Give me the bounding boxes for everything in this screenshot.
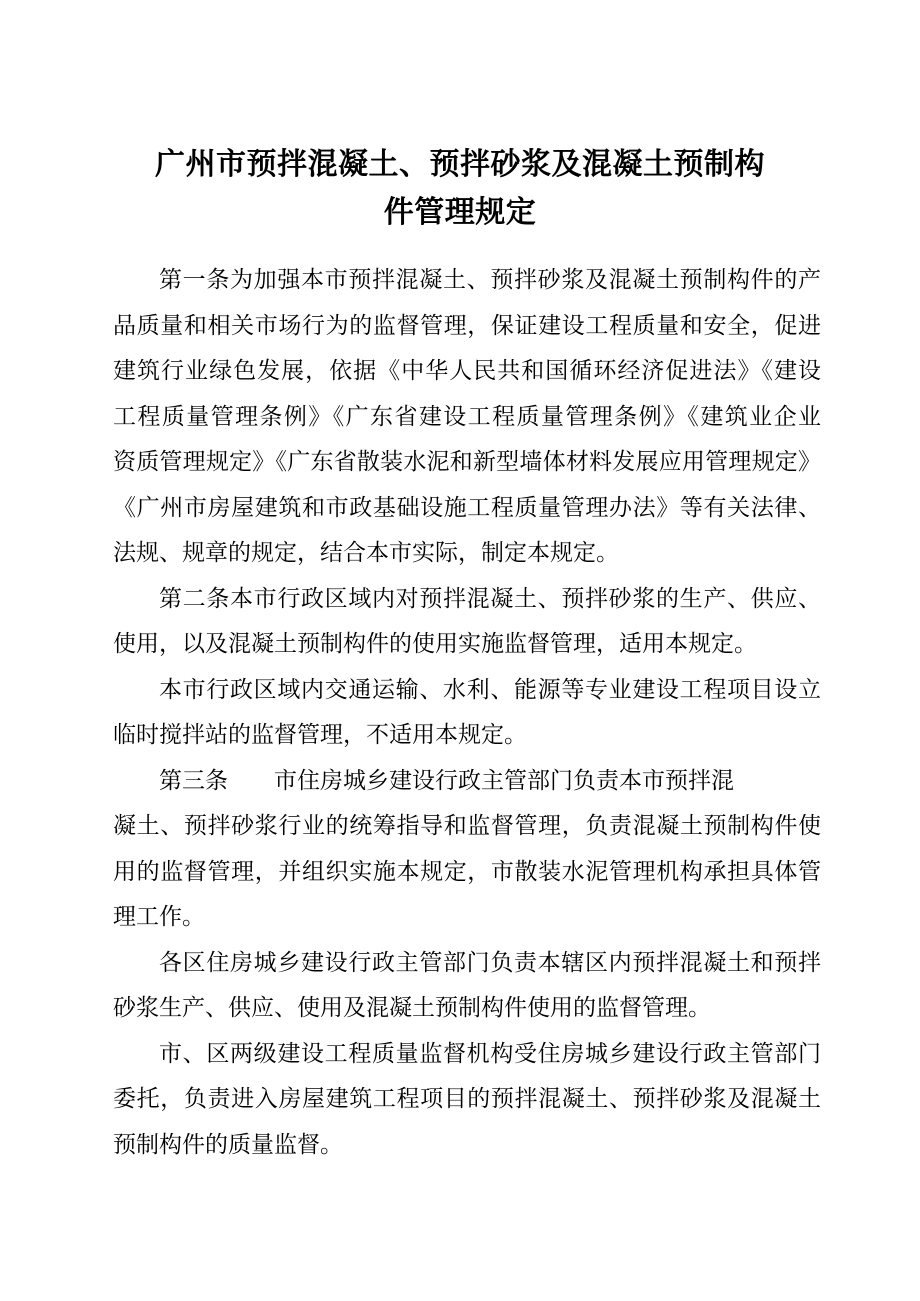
paragraph-line: 资质管理规定》《广东省散装水泥和新型墙体材料发展应用管理规定》 <box>113 449 821 474</box>
paragraph-line: 凝土、预拌砂浆行业的统筹指导和监督管理，负责混凝土预制构件使 <box>113 813 821 838</box>
paragraph-article-2-supplement <box>113 667 821 758</box>
paragraph-line: 各区住房城乡建设行政主管部门负责本辖区内预拌混凝土和预拌 <box>159 949 821 975</box>
paragraph-line: 建筑行业绿色发展，依据《中华人民共和国循环经济促进法》《建设 <box>113 358 821 383</box>
paragraph-line: 临时搅拌站的监督管理，不适用本规定。 <box>113 722 527 747</box>
paragraph-line: 使用，以及混凝土预制构件的使用实施监督管理，适用本规定。 <box>113 631 757 656</box>
paragraph-article-1 <box>113 257 821 576</box>
paragraph-line: 第三条 市住房城乡建设行政主管部门负责本市预拌混 <box>159 767 734 793</box>
paragraph-supervision-bodies <box>113 1031 821 1168</box>
paragraph-article-2 <box>113 576 821 667</box>
document-body <box>113 257 821 1167</box>
paragraph-line: 第一条为加强本市预拌混凝土、预拌砂浆及混凝土预制构件的产 <box>159 267 821 292</box>
paragraph-line: 用的监督管理，并组织实施本规定，市散装水泥管理机构承担具体管 <box>113 858 821 884</box>
title-line-1: 广州市预拌混凝土、预拌砂浆及混凝土预制构 <box>155 148 765 181</box>
document-title <box>0 0 920 237</box>
paragraph-line: 第二条本市行政区域内对预拌混凝土、预拌砂浆的生产、供应、 <box>159 585 821 611</box>
title-line-2: 件管理规定 <box>383 196 537 229</box>
paragraph-line: 《广州市房屋建筑和市政基础设施工程质量管理办法》等有关法律、 <box>113 494 821 520</box>
paragraph-line: 本市行政区域内交通运输、水利、能源等专业建设工程项目设立 <box>159 676 821 702</box>
paragraph-line: 委托，负责进入房屋建筑工程项目的预拌混凝土、预拌砂浆及混凝土 <box>113 1086 821 1111</box>
paragraph-line: 工程质量管理条例》《广东省建设工程质量管理条例》《建筑业企业 <box>113 403 821 429</box>
paragraph-district-duties <box>113 940 821 1031</box>
paragraph-line: 预制构件的质量监督。 <box>113 1131 343 1157</box>
paragraph-line: 法规、规章的规定，结合本市实际，制定本规定。 <box>113 540 619 565</box>
paragraph-line: 市、区两级建设工程质量监督机构受住房城乡建设行政主管部门 <box>159 1040 821 1066</box>
paragraph-article-3 <box>113 758 821 940</box>
paragraph-line: 品质量和相关市场行为的监督管理，保证建设工程质量和安全，促进 <box>113 312 821 338</box>
paragraph-line: 理工作。 <box>113 904 205 929</box>
paragraph-line: 砂浆生产、供应、使用及混凝土预制构件使用的监督管理。 <box>113 995 711 1020</box>
